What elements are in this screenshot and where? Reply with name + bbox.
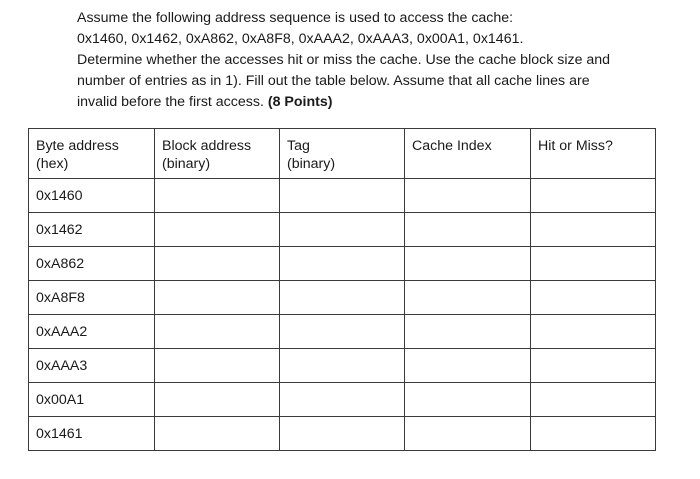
header-byte-address — [29, 129, 155, 179]
table-row — [29, 281, 656, 315]
hit-or-miss-cell[interactable] — [531, 315, 656, 349]
header-block-address — [155, 129, 280, 179]
byte-address-cell: 0x1460 — [29, 179, 155, 213]
header-byte-address-line2: (hex) — [36, 156, 69, 172]
instruction-line-1: Assume the following address sequence is used to access the cache: — [77, 10, 514, 26]
header-cache-index-line1: Cache Index — [412, 138, 492, 154]
table-row — [29, 213, 656, 247]
cache-index-cell[interactable] — [405, 417, 531, 451]
tag-cell[interactable] — [280, 417, 405, 451]
byte-address-cell: 0x00A1 — [29, 383, 155, 417]
byte-address-cell: 0xAAA2 — [29, 315, 155, 349]
table-body — [29, 179, 656, 451]
hit-or-miss-cell[interactable] — [531, 213, 656, 247]
header-hit-or-miss — [531, 129, 656, 179]
tag-cell[interactable] — [280, 349, 405, 383]
table-row — [29, 349, 656, 383]
block-address-cell[interactable] — [155, 383, 280, 417]
table-row — [29, 417, 656, 451]
byte-address-cell: 0xA862 — [29, 247, 155, 281]
byte-address-cell: 0xA8F8 — [29, 281, 155, 315]
byte-address-cell: 0x1462 — [29, 213, 155, 247]
hit-or-miss-cell[interactable] — [531, 281, 656, 315]
hit-or-miss-cell[interactable] — [531, 247, 656, 281]
table-row — [29, 179, 656, 213]
block-address-cell[interactable] — [155, 213, 280, 247]
cache-index-cell[interactable] — [405, 349, 531, 383]
header-cache-index — [405, 129, 531, 179]
address-sequence: 0x1460, 0x1462, 0xA862, 0xA8F8, 0xAAA2, 0xAAA3, 0x00A1, 0x1461. — [77, 31, 524, 47]
block-address-cell[interactable] — [155, 417, 280, 451]
cache-index-cell[interactable] — [405, 247, 531, 281]
table-row — [29, 383, 656, 417]
cache-index-cell[interactable] — [405, 315, 531, 349]
cache-index-cell[interactable] — [405, 281, 531, 315]
table-row — [29, 315, 656, 349]
cache-index-cell[interactable] — [405, 213, 531, 247]
tag-cell[interactable] — [280, 383, 405, 417]
cache-index-cell[interactable] — [405, 383, 531, 417]
block-address-cell[interactable] — [155, 349, 280, 383]
tag-cell[interactable] — [280, 213, 405, 247]
hit-or-miss-cell[interactable] — [531, 417, 656, 451]
instruction-line-5 — [77, 92, 677, 113]
block-address-cell[interactable] — [155, 247, 280, 281]
hit-or-miss-cell[interactable] — [531, 179, 656, 213]
header-byte-address-line1: Byte address — [36, 138, 119, 154]
header-row — [29, 129, 656, 179]
header-tag — [280, 129, 405, 179]
tag-cell[interactable] — [280, 281, 405, 315]
table-header — [29, 129, 656, 179]
byte-address-cell: 0xAAA3 — [29, 349, 155, 383]
header-tag-line1: Tag — [287, 138, 310, 154]
header-block-address-line1: Block address — [162, 138, 252, 154]
header-tag-line2: (binary) — [287, 156, 336, 172]
byte-address-cell: 0x1461 — [29, 417, 155, 451]
instruction-line-5-text: invalid before the first access. — [77, 94, 268, 110]
points-label: (8 Points) — [267, 94, 333, 110]
tag-cell[interactable] — [280, 179, 405, 213]
cache-index-cell[interactable] — [405, 179, 531, 213]
tag-cell[interactable] — [280, 315, 405, 349]
table-row — [29, 247, 656, 281]
instruction-line-4: number of entries as in 1). Fill out the table below. Assume that all cache lines are — [77, 73, 590, 89]
instruction-line-3: Determine whether the accesses hit or miss the cache. Use the cache block size and — [77, 52, 611, 68]
hit-or-miss-cell[interactable] — [531, 349, 656, 383]
block-address-cell[interactable] — [155, 179, 280, 213]
header-hit-or-miss-line1: Hit or Miss? — [538, 138, 613, 154]
header-block-address-line2: (binary) — [162, 156, 211, 172]
cache-access-table — [28, 128, 656, 451]
hit-or-miss-cell[interactable] — [531, 383, 656, 417]
block-address-cell[interactable] — [155, 281, 280, 315]
tag-cell[interactable] — [280, 247, 405, 281]
block-address-cell[interactable] — [155, 315, 280, 349]
instructions — [77, 8, 677, 113]
